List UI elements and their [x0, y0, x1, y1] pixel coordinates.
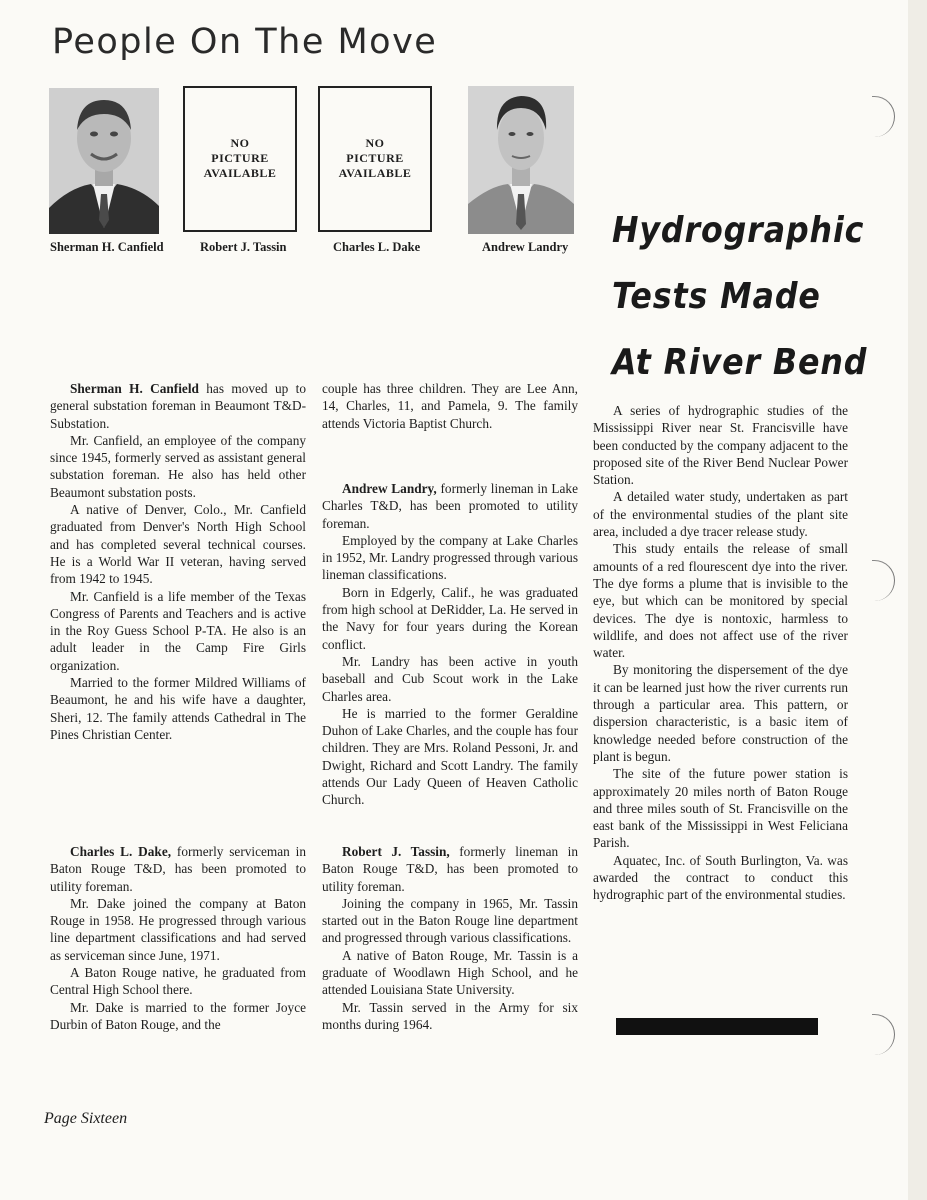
redaction-bar — [616, 1018, 818, 1035]
story-paragraph: Mr. Dake is married to the former Joyce Durbin of Baton Rouge, and the — [50, 999, 306, 1032]
story-paragraph: Mr. Canfield, an employee of the company since 1945, formerly served as assistant general substation foreman. He also has held other Beaumont substation posts. — [50, 432, 306, 500]
photo-canfield — [49, 88, 159, 234]
story-paragraph: The site of the future power station is approximately 20 miles north of Baton Rouge and three miles south of St. Francisville on the east bank of the Mississippi in West Feliciana Parish. — [593, 766, 848, 851]
story-paragraph: A Baton Rouge native, he graduated from Central High School there. — [50, 965, 306, 998]
story-paragraph: A series of hydrographic studies of the Mississippi River near St. Francisville have been conducted by the company adjacent to the proposed site of the River Bend Nuclear Power Station. — [593, 403, 848, 488]
story-paragraph: Mr. Tassin served in the Army for six months during 1964. — [322, 999, 578, 1032]
story-canfield — [50, 380, 306, 743]
story-name: Andrew Landry, — [342, 481, 437, 496]
story-paragraph: A native of Denver, Colo., Mr. Canfield graduated from Denver's North High School and has completed several technical courses. He is a World War II veteran, having served from 1942 to 1945. — [50, 502, 306, 587]
caption-canfield: Sherman H. Canfield — [50, 240, 164, 254]
page-edge — [908, 0, 927, 1200]
placeholder-line: PICTURE — [211, 151, 269, 165]
story-lead: has moved up to general substation foreman in Beaumont T&D-Substation. — [50, 381, 306, 431]
photo-landry — [468, 86, 574, 234]
story-paragraph: Mr. Dake joined the company at Baton Rouge in 1958. He progressed through various line department classifications and had served as serviceman since June, 1971. — [50, 895, 306, 963]
story-tassin — [322, 843, 578, 1033]
story-paragraph: By monitoring the dispersement of the dye it can be learned just how the river currents run through a particular area. This pattern, or dispersion characteristic, is a basic item of knowledge needed before construction of the plant is begun. — [593, 662, 848, 764]
caption-landry: Andrew Landry — [482, 240, 569, 254]
binder-hole — [872, 1014, 895, 1055]
no-picture-dake — [318, 86, 432, 232]
feature-title-line: Hydrographic — [612, 210, 865, 251]
placeholder-line: PICTURE — [346, 151, 404, 165]
story-lead: formerly serviceman in Baton Rouge T&D, has been promoted to utility foreman. — [50, 844, 306, 894]
page-headline: People On The Move — [52, 22, 438, 62]
story-dake — [50, 843, 306, 1033]
story-paragraph: He is married to the former Geraldine Duhon of Lake Charles, and the couple has four children. They are Mrs. Roland Pessoni, Jr. and Dwight, Richard and Scott Landry. The family attends Our Lady Queen of Heaven Catholic Church. — [322, 705, 578, 808]
story-paragraph: Aquatec, Inc. of South Burlington, Va. was awarded the contract to conduct this hydrographic part of the environmental studies. — [593, 852, 848, 903]
story-dake-continued — [322, 380, 578, 432]
binder-hole — [872, 96, 895, 137]
story-name: Charles L. Dake, — [70, 844, 172, 859]
story-hydrographic — [593, 402, 848, 904]
placeholder-line: NO — [365, 136, 385, 150]
story-lead: formerly lineman in Lake Charles T&D, has been promoted to utility foreman. — [322, 481, 578, 531]
story-paragraph: Mr. Landry has been active in youth baseball and Cub Scout work in the Lake Charles area. — [322, 653, 578, 704]
story-landry — [322, 480, 578, 809]
story-lead: formerly lineman in Baton Rouge T&D, has been promoted to utility foreman. — [322, 844, 578, 894]
story-paragraph: Mr. Canfield is a life member of the Texas Congress of Parents and Teachers and is active in the Roy Guess School P-TA. He also is an adult leader in the Camp Fire Girls organization. — [50, 588, 306, 673]
placeholder-line: NO — [230, 136, 250, 150]
placeholder-line: AVAILABLE — [338, 166, 412, 180]
story-paragraph: Joining the company in 1965, Mr. Tassin started out in the Baton Rouge line department and progressed through various classifications. — [322, 895, 578, 946]
story-name: Robert J. Tassin, — [342, 844, 450, 859]
story-paragraph: Employed by the company at Lake Charles in 1952, Mr. Landry progressed through various lineman classifications. — [322, 532, 578, 583]
no-picture-tassin — [183, 86, 297, 232]
story-paragraph: Born in Edgerly, Calif., he was graduated from high school at DeRidder, La. He served in the Navy for four years during the Korean conflict. — [322, 584, 578, 652]
caption-tassin: Robert J. Tassin — [200, 240, 287, 254]
story-paragraph: Married to the former Mildred Williams of Beaumont, he and his wife have a daughter, Sheri, 12. The family attends Cathedral in The Pines Christian Center. — [50, 675, 306, 742]
story-paragraph: This study entails the release of small amounts of a red flourescent dye into the river. The dye forms a plume that is invisible to the eye, but which can be monitored by special devices. The dye is nontoxic, harmless to wildlife, and does not affect use of the river water. — [593, 541, 848, 661]
story-paragraph: A native of Baton Rouge, Mr. Tassin is a graduate of Woodlawn High School, and he attended Louisiana State University. — [322, 947, 578, 998]
caption-dake: Charles L. Dake — [333, 240, 421, 254]
story-name: Sherman H. Canfield — [70, 381, 199, 396]
placeholder-line: AVAILABLE — [203, 166, 277, 180]
feature-title-line: Tests Made — [612, 276, 821, 317]
page-number: Page Sixteen — [44, 1110, 128, 1127]
feature-title — [612, 198, 902, 396]
story-paragraph: couple has three children. They are Lee Ann, 14, Charles, 11, and Pamela, 9. The family attends Victoria Baptist Church. — [322, 381, 578, 431]
story-paragraph: A detailed water study, undertaken as part of the environmental studies of the plant site area, included a dye tracer release study. — [593, 489, 848, 540]
binder-hole — [872, 560, 895, 601]
feature-title-line: At River Bend — [612, 342, 868, 383]
